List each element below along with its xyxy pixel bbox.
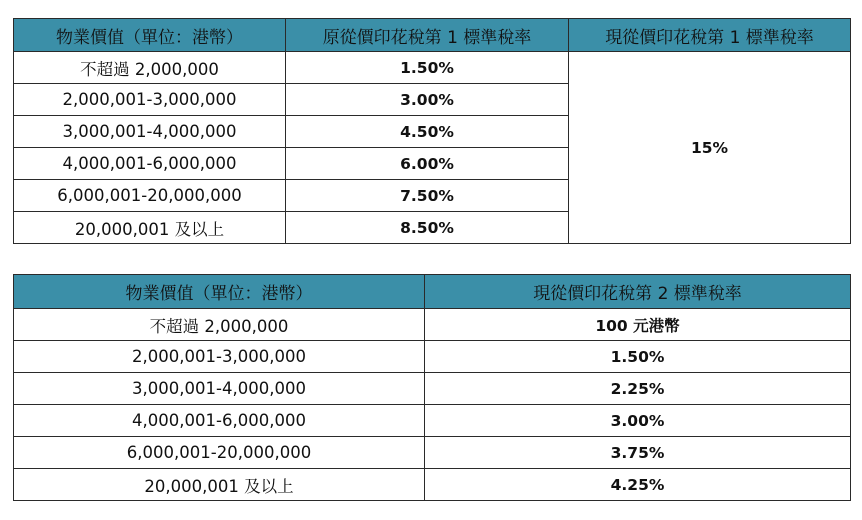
property-value-range: 不超過 2,000,000 bbox=[14, 309, 425, 341]
property-value-range: 6,000,001-20,000,000 bbox=[14, 180, 286, 212]
property-value-range: 20,000,001 及以上 bbox=[14, 469, 425, 501]
rate-cell: 100 元港幣 bbox=[425, 309, 851, 341]
header-current-scale-2-rate: 現從價印花稅第 2 標準稅率 bbox=[425, 275, 851, 309]
property-value-range: 20,000,001 及以上 bbox=[14, 212, 286, 244]
property-value-range: 2,000,001-3,000,000 bbox=[14, 341, 425, 373]
rate-cell: 2.25% bbox=[425, 373, 851, 405]
old-rate-cell: 6.00% bbox=[286, 148, 569, 180]
old-rate-cell: 7.50% bbox=[286, 180, 569, 212]
property-value-range: 4,000,001-6,000,000 bbox=[14, 405, 425, 437]
header-current-scale-1-rate: 現從價印花稅第 1 標準稅率 bbox=[569, 19, 851, 52]
table-row bbox=[14, 309, 851, 341]
current-rate-cell: 15% bbox=[569, 52, 851, 244]
header-property-value: 物業價值（單位：港幣） bbox=[14, 275, 425, 309]
property-value-range: 不超過 2,000,000 bbox=[14, 52, 286, 84]
rate-cell: 1.50% bbox=[425, 341, 851, 373]
old-rate-cell: 4.50% bbox=[286, 116, 569, 148]
table-row bbox=[14, 469, 851, 501]
header-property-value: 物業價值（單位：港幣） bbox=[14, 19, 286, 52]
old-rate-cell: 3.00% bbox=[286, 84, 569, 116]
rate-cell: 3.00% bbox=[425, 405, 851, 437]
old-rate-cell: 8.50% bbox=[286, 212, 569, 244]
table-row bbox=[14, 341, 851, 373]
table-header-row bbox=[14, 275, 851, 309]
table-row bbox=[14, 405, 851, 437]
property-value-range: 3,000,001-4,000,000 bbox=[14, 116, 286, 148]
property-value-range: 4,000,001-6,000,000 bbox=[14, 148, 286, 180]
table-header-row bbox=[14, 19, 851, 52]
property-value-range: 2,000,001-3,000,000 bbox=[14, 84, 286, 116]
property-value-range: 6,000,001-20,000,000 bbox=[14, 437, 425, 469]
property-value-range: 3,000,001-4,000,000 bbox=[14, 373, 425, 405]
stamp-duty-scale-1-table bbox=[13, 18, 851, 244]
table-row bbox=[14, 52, 851, 84]
stamp-duty-scale-2-table bbox=[13, 274, 851, 501]
rate-cell: 3.75% bbox=[425, 437, 851, 469]
table-row bbox=[14, 437, 851, 469]
rate-cell: 4.25% bbox=[425, 469, 851, 501]
old-rate-cell: 1.50% bbox=[286, 52, 569, 84]
table-row bbox=[14, 373, 851, 405]
header-old-scale-1-rate: 原從價印花稅第 1 標準稅率 bbox=[286, 19, 569, 52]
